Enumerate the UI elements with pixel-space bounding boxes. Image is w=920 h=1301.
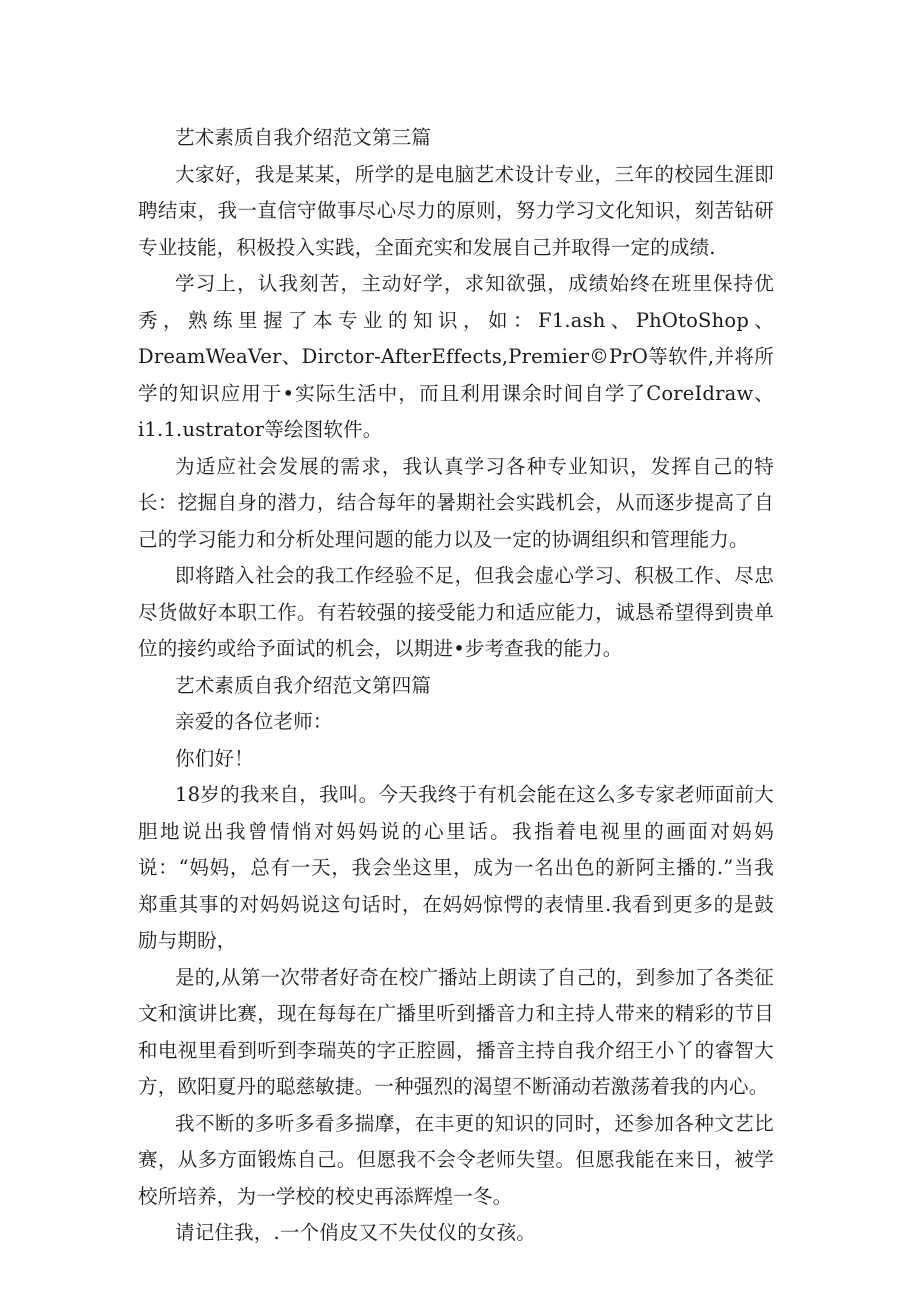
paragraph: 我不断的多听多看多揣摩，在丰更的知识的同时，还参加各种文艺比赛，从多方面锻炼自己。但愿我不会令老师失望。但愿我能在来日，被学校所培养，为一学校的校史再添辉煌一冬。 (138, 1111, 774, 1208)
paragraph: 是的,从第一次带者好奇在校广播站上朗读了自己的，到参加了各类征文和演讲比赛，现在每每在广播里听到播音力和主持人带来的精彩的节目和电视里看到听到李瑞英的字正腔圆，播音主持自我介绍王小丫的睿智大方，欧阳夏丹的聪慈敏捷。一种强烈的渴望不断涌动若激荡着我的内心。 (138, 965, 774, 1098)
paragraph: 为适应社会发展的需求，我认真学习各种专业知识，发挥自己的特长：挖掘自身的潜力，结合每年的暑期社会实践机会，从而逐步提高了自己的学习能力和分析处理问题的能力以及一定的协调组织和管理能力。 (138, 454, 774, 551)
closing-line: 请记住我，.一个俏皮又不失仗仪的女孩。 (175, 1221, 536, 1244)
paragraph: 学习上，认我刻苦，主动好学，求知欲强，成绩始终在班里保持优秀，熟练里握了本专业的知识，如：F1.ash、PhOtoShop、DreamWeaVer、Dirctor-AfterEffects,Premier©PrO等软件,并将所学的知识应用于•实际生活中，而且利用课余时间自学了CoreIdraw、i1.1.ustrator等绘图软件。 (138, 272, 774, 441)
greeting: 你们好！ (175, 746, 254, 770)
section-heading-4: 艺术素质自我介绍范文第四篇 (175, 673, 432, 697)
paragraph: 即将踏入社会的我工作经验不足，但我会虚心学习、积极工作、尽忠尽货做好本职工作。有若较强的接受能力和适应能力，诚恳希望得到贵单位的接约或给予面试的机会，以期进•步考查我的能力。 (138, 564, 774, 660)
section-heading-3: 艺术素质自我介绍范文第三篇 (175, 126, 432, 149)
paragraph: 大家好，我是某某，所学的是电脑艺术设计专业，三年的校园生涯即聘结束，我一直信守做事尽心尽力的原则，努力学习文化知识，刻苦钻研专业技能，积极投入实践，全面充实和发展自己并取得一定的成绩. (138, 162, 774, 259)
document-body (138, 120, 774, 1252)
salutation: 亲爱的各位老师： (175, 710, 333, 733)
paragraph: 18岁的我来自，我叫。今天我终于有机会能在这么多专家老师面前大胆地说出我曾情悄对妈妈说的心里话。我指着电视里的画面对妈妈说：“妈妈，总有一天，我会坐这里，成为一名出色的新阿主播的.”当我郑重其事的对妈妈说这句话时，在妈妈惊愕的表情里.我看到更多的是鼓励与期盼， (138, 783, 774, 952)
